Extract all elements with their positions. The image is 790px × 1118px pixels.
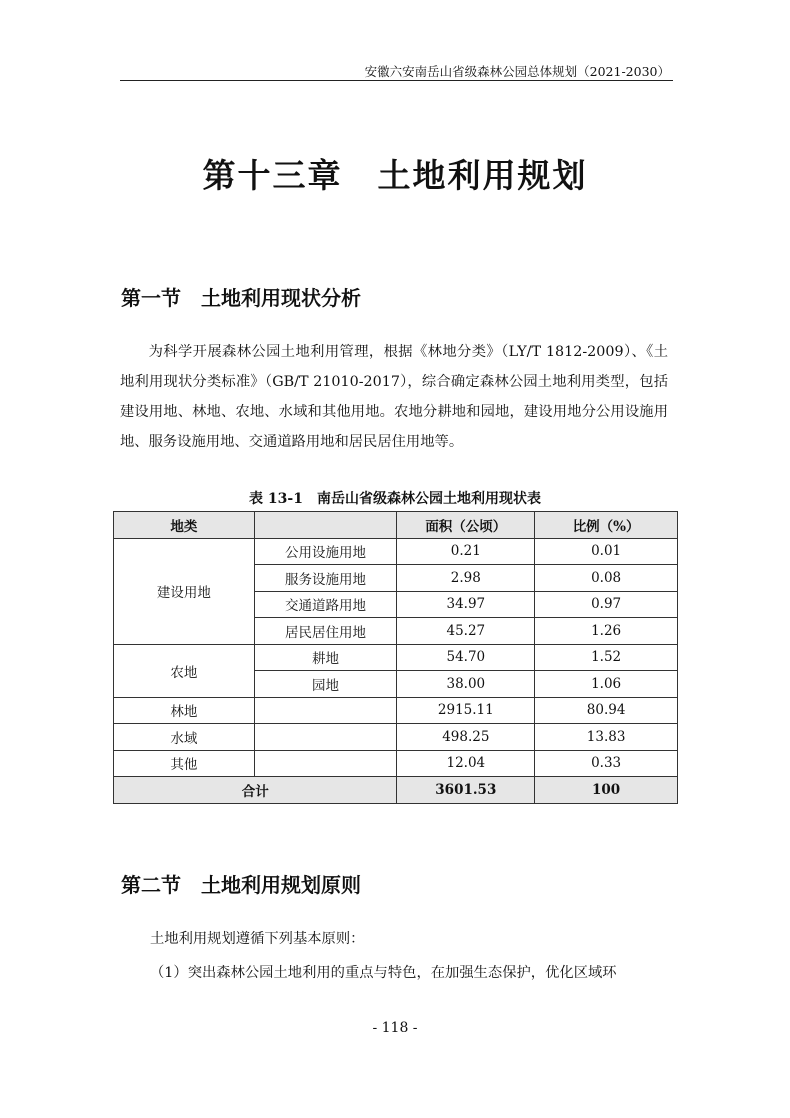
subcategory-cell: 居民居住用地 (254, 618, 397, 645)
group-construction: 建设用地 (114, 538, 255, 644)
section2-item-1: （1）突出森林公园土地利用的重点与特色，在加强生态保护，优化区域环 (150, 965, 617, 981)
area-cell: 0.21 (397, 538, 535, 565)
subcategory-cell (254, 697, 397, 724)
area-cell: 2915.11 (397, 697, 535, 724)
header-ratio: 比例（%） (535, 512, 678, 539)
land-use-table (113, 511, 678, 804)
area-cell: 2.98 (397, 565, 535, 592)
table-row (114, 750, 678, 777)
area-cell: 12.04 (397, 750, 535, 777)
table-row (114, 644, 678, 671)
table-row (114, 538, 678, 565)
ratio-cell: 0.08 (535, 565, 678, 592)
table-caption: 表 13-1 南岳山省级森林公园土地利用现状表 (249, 491, 541, 507)
total-label: 合计 (114, 777, 397, 804)
group-farmland: 农地 (114, 644, 255, 697)
section-title-1: 第一节 土地利用现状分析 (121, 286, 361, 310)
header-area: 面积（公顷） (397, 512, 535, 539)
group-water: 水域 (114, 724, 255, 751)
subcategory-cell: 公用设施用地 (254, 538, 397, 565)
ratio-cell: 0.01 (535, 538, 678, 565)
ratio-cell: 80.94 (535, 697, 678, 724)
ratio-cell: 13.83 (535, 724, 678, 751)
section1-paragraph: 为科学开展森林公园土地利用管理，根据《林地分类》（LY/T 1812-2009）、《土地利用现状分类标准》（GB/T 21010-2017），综合确定森林公园土地利用类型，包括建设用地、林地、农地、水域和其他用地。农地分耕地和园地，建设用地分公用设施用地、服务设施用地、交通道路用地和居民居住用地等。 (120, 344, 668, 450)
area-cell: 34.97 (397, 591, 535, 618)
area-cell: 54.70 (397, 644, 535, 671)
subcategory-cell (254, 724, 397, 751)
ratio-cell: 0.33 (535, 750, 678, 777)
ratio-cell: 1.52 (535, 644, 678, 671)
area-cell: 498.25 (397, 724, 535, 751)
ratio-cell: 0.97 (535, 591, 678, 618)
table-row (114, 724, 678, 751)
group-other: 其他 (114, 750, 255, 777)
ratio-cell: 1.26 (535, 618, 678, 645)
table-total-row (114, 777, 678, 804)
subcategory-cell: 服务设施用地 (254, 565, 397, 592)
total-ratio: 100 (535, 777, 678, 804)
header-subcategory (254, 512, 397, 539)
header-category: 地类 (114, 512, 255, 539)
area-cell: 38.00 (397, 671, 535, 698)
group-forest: 林地 (114, 697, 255, 724)
page-number: - 118 - (372, 1020, 418, 1036)
table-header-row (114, 512, 678, 539)
section2-intro: 土地利用规划遵循下列基本原则： (150, 931, 365, 947)
subcategory-cell: 耕地 (254, 644, 397, 671)
header-title: 安徽六安南岳山省级森林公园总体规划（2021-2030） (364, 64, 670, 79)
area-cell: 45.27 (397, 618, 535, 645)
subcategory-cell: 交通道路用地 (254, 591, 397, 618)
chapter-title: 第十三章 土地利用规划 (202, 156, 588, 195)
total-area: 3601.53 (397, 777, 535, 804)
ratio-cell: 1.06 (535, 671, 678, 698)
subcategory-cell (254, 750, 397, 777)
subcategory-cell: 园地 (254, 671, 397, 698)
header-rule (120, 80, 673, 81)
table-row (114, 697, 678, 724)
section-title-2: 第二节 土地利用规划原则 (121, 873, 361, 897)
